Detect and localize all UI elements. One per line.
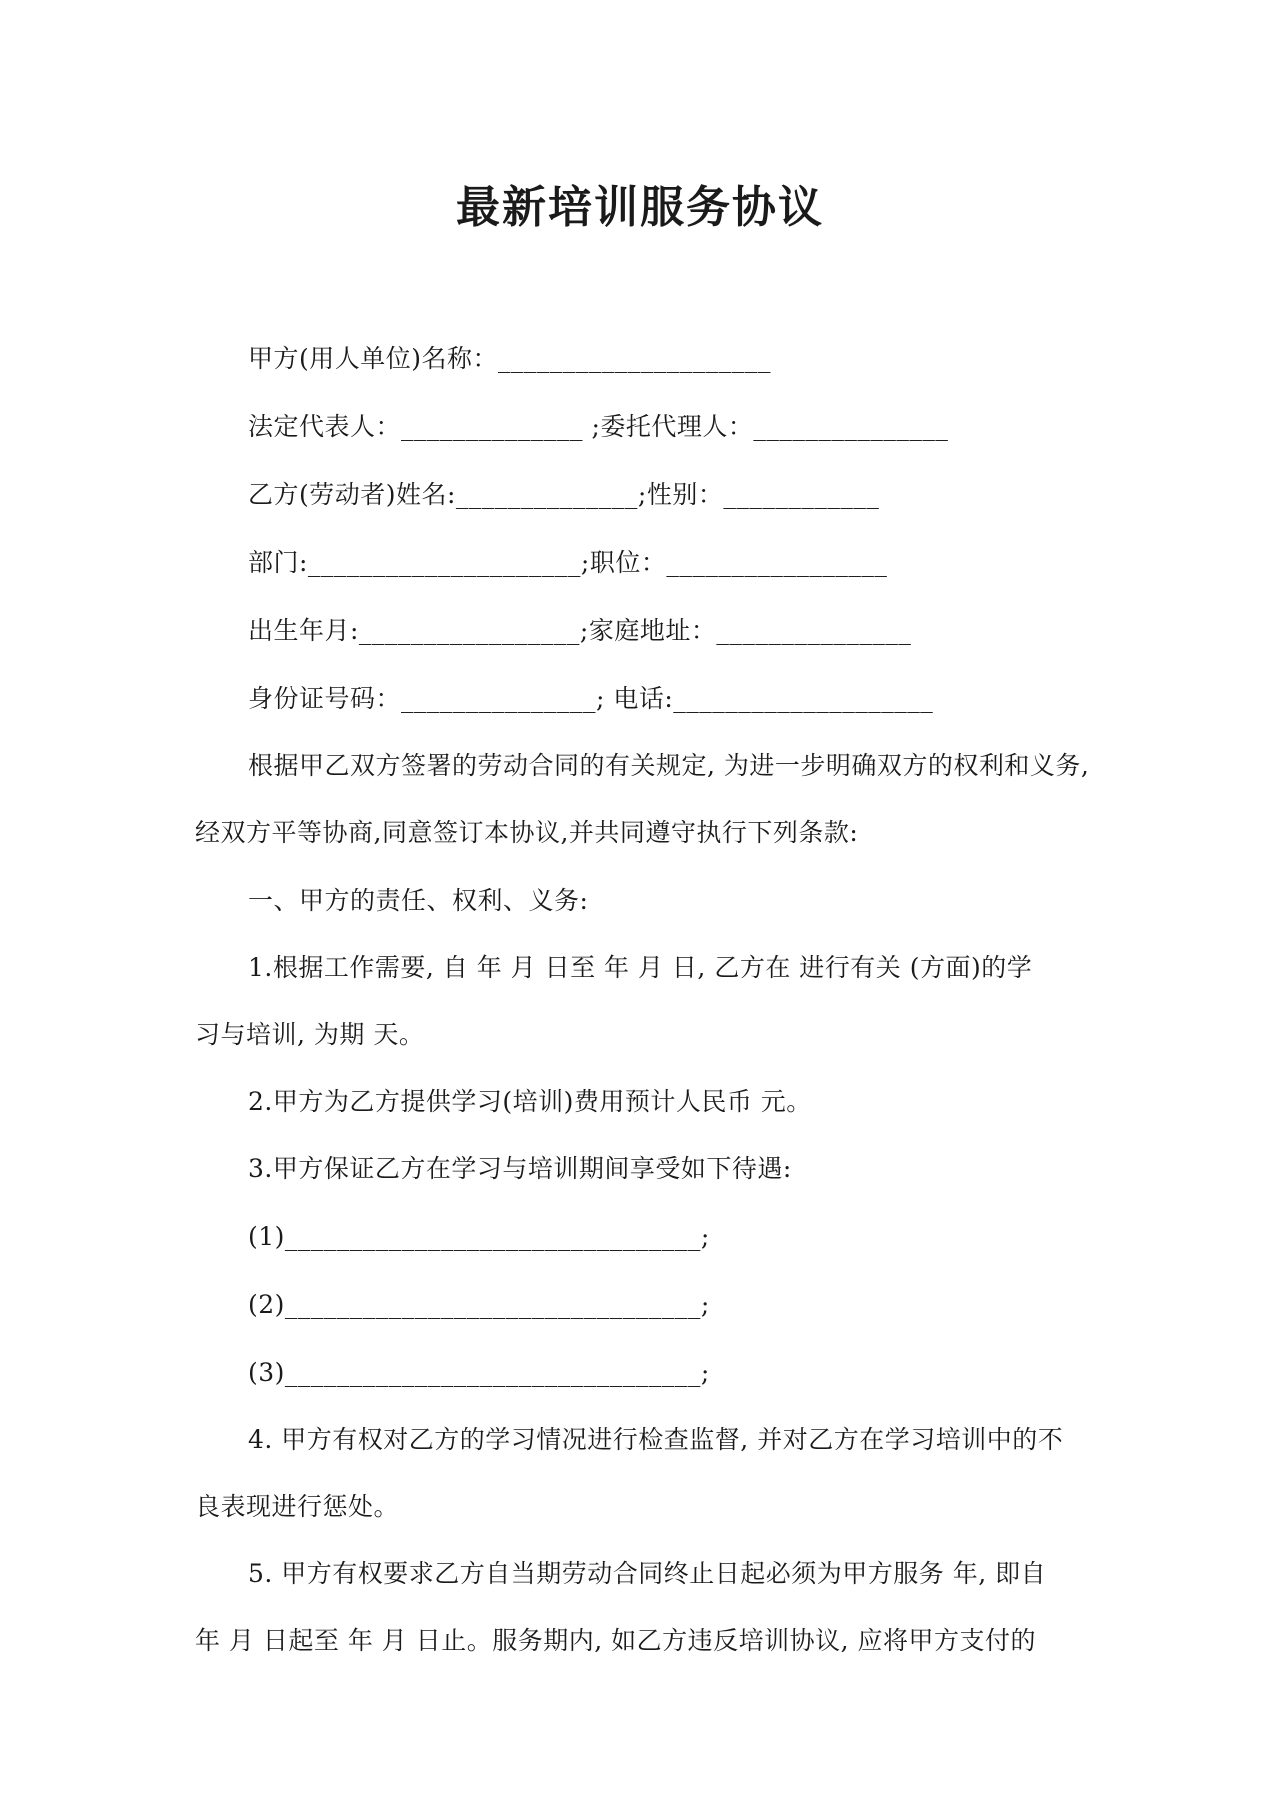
field-legal-representative: 法定代表人：______________ ;委托代理人：_______________ bbox=[248, 412, 949, 441]
clause-5-line: 年 月 日起至 年 月 日止。服务期内, 如乙方违反培训协议, 应将甲方支付的 bbox=[195, 1626, 1037, 1655]
clause-1-line: 习与培训, 为期 天。 bbox=[195, 1020, 425, 1049]
clause-5-line: 5. 甲方有权要求乙方自当期劳动合同终止日起必须为甲方服务 年, 即自 bbox=[248, 1559, 1047, 1588]
clause-3: 3.甲方保证乙方在学习与培训期间享受如下待遇: bbox=[248, 1154, 792, 1183]
benefit-item-3: (3)________________________________; bbox=[248, 1358, 710, 1387]
benefit-item-2: (2)________________________________; bbox=[248, 1290, 710, 1319]
paragraph-intro-line: 根据甲乙双方签署的劳动合同的有关规定, 为进一步明确双方的权利和义务, bbox=[248, 751, 1090, 780]
clause-4-line: 4. 甲方有权对乙方的学习情况进行检查监督, 并对乙方在学习培训中的不 bbox=[248, 1425, 1064, 1454]
field-employer-name: 甲方(用人单位)名称：_____________________ bbox=[248, 344, 772, 373]
clause-2: 2.甲方为乙方提供学习(培训)费用预计人民币 元。 bbox=[248, 1087, 812, 1116]
section-heading: 一、甲方的责任、权利、义务: bbox=[248, 886, 589, 915]
field-employee-name-gender: 乙方(劳动者)姓名:______________;性别：____________ bbox=[248, 480, 880, 509]
clause-1-line: 1.根据工作需要, 自 年 月 日至 年 月 日, 乙方在 进行有关 (方面)的学 bbox=[248, 953, 1033, 982]
document-title: 最新培训服务协议 bbox=[456, 182, 824, 233]
paragraph-intro-line: 经双方平等协商,同意签订本协议,并共同遵守执行下列条款: bbox=[195, 818, 859, 847]
clause-4-line: 良表现进行惩处。 bbox=[195, 1492, 400, 1521]
benefit-item-1: (1)________________________________; bbox=[248, 1222, 710, 1251]
field-id-phone: 身份证号码：_______________; 电话:____________________ bbox=[248, 684, 934, 713]
field-birthdate-address: 出生年月:_________________;家庭地址：_______________ bbox=[248, 616, 912, 645]
field-department-position: 部门:_____________________;职位：_________________ bbox=[248, 548, 888, 577]
